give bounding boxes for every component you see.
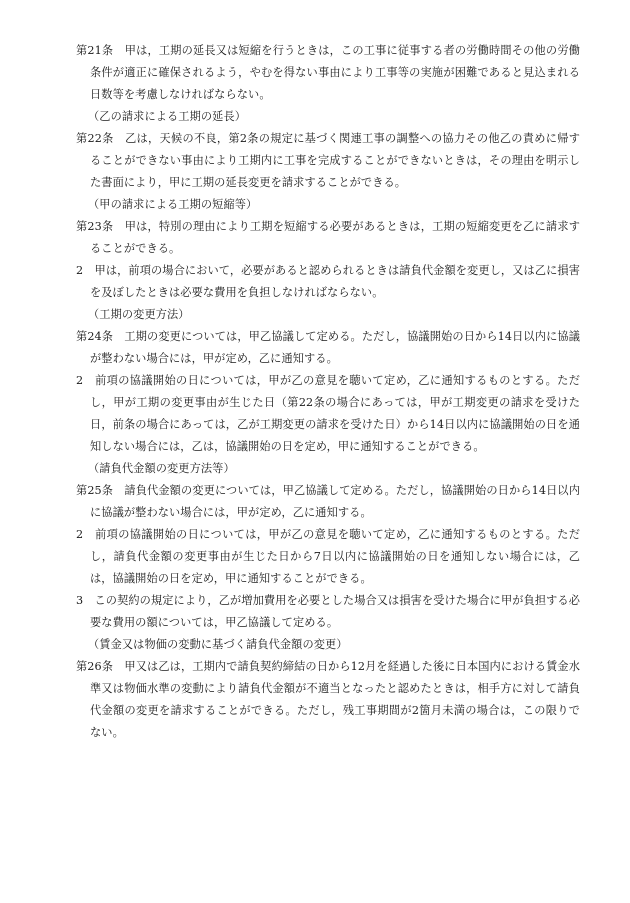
heading-article-22: （乙の請求による工期の延長）: [88, 110, 247, 123]
article-25-paragraph-3: 3 この契約の規定により，乙が増加費用を必要とした場合又は損害を受けた場合に甲が負担する必要な費用の額については，甲乙協議して定める。: [76, 594, 580, 629]
article-25: 第25条 請負代金額の変更については，甲乙協議して定める。ただし，協議開始の日から14日以内に協議が整わない場合には，甲が定め，乙に通知する。: [76, 484, 580, 519]
article-26: 第26条 甲又は乙は，工期内で請負契約締結の日から12月を経過した後に日本国内における賃金水準又は物価水準の変動により請負代金額が不適当となったと認めたときは，相手方に対して請負代金額の変更を請求することができる。ただし，残工事期間が2箇月未満の場合は，この限りでない。: [76, 660, 580, 739]
article-24: 第24条 工期の変更については，甲乙協議して定める。ただし，協議開始の日から14日以内に協議が整わない場合には，甲が定め，乙に通知する。: [76, 330, 580, 365]
article-24-paragraph-2: 2 前項の協議開始の日については，甲が乙の意見を聴いて定め，乙に通知するものとする。ただし，甲が工期の変更事由が生じた日（第22条の場合にあっては，甲が工期変更の請求を受けた日，前条の場合にあっては，乙が工期変更の請求を受けた日）から14日以内に協議開始の日を通知しない場合には，乙は，協議開始の日を定め，甲に通知することができる。: [76, 374, 580, 453]
article-21: 第21条 甲は，工期の延長又は短縮を行うときは，この工事に従事する者の労働時間その他の労働条件が適正に確保されるよう，やむを得ない事由により工事等の実施が困難であると見込まれる日数等を考慮しなければならない。: [76, 44, 580, 101]
article-23: 第23条 甲は，特別の理由により工期を短縮する必要があるときは，工期の短縮変更を乙に請求することができる。: [76, 220, 580, 255]
heading-article-25: （請負代金額の変更方法等）: [88, 462, 235, 475]
heading-article-24: （工期の変更方法）: [88, 308, 190, 321]
heading-article-23: （甲の請求による工期の短縮等）: [88, 198, 258, 211]
article-22: 第22条 乙は，天候の不良，第2条の規定に基づく関連工事の調整への協力その他乙の責めに帰することができない事由により工期内に工事を完成することができないときは，その理由を明示した書面により，甲に工期の延長変更を請求することができる。: [76, 132, 580, 189]
article-23-paragraph-2: 2 甲は，前項の場合において，必要があると認められるときは請負代金額を変更し，又は乙に損害を及ぼしたときは必要な費用を負担しなければならない。: [76, 264, 580, 299]
heading-article-26: （賃金又は物価の変動に基づく請負代金額の変更）: [88, 638, 348, 651]
article-25-paragraph-2: 2 前項の協議開始の日については，甲が乙の意見を聴いて定め，乙に通知するものとする。ただし，請負代金額の変更事由が生じた日から7日以内に協議開始の日を通知しない場合には，乙は，協議開始の日を定め，甲に通知することができる。: [76, 528, 580, 585]
